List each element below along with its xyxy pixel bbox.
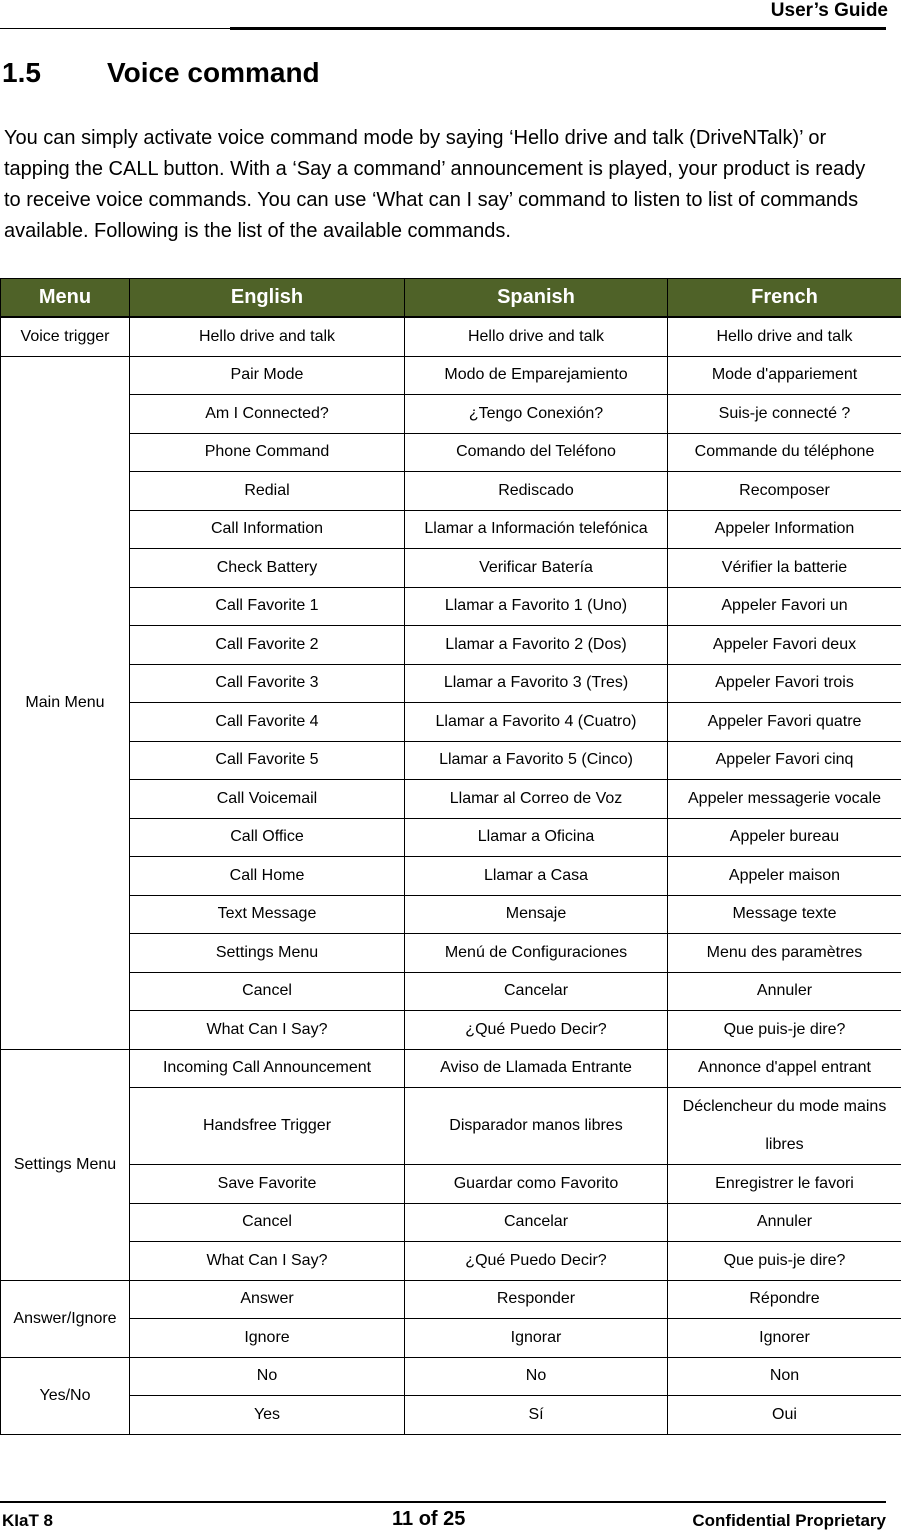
- english-command-cell: Call Home: [130, 857, 405, 896]
- english-command-cell: Call Favorite 4: [130, 703, 405, 742]
- french-command-cell: Appeler Favori quatre: [668, 703, 901, 742]
- spanish-command-cell: Llamar a Casa: [405, 857, 668, 896]
- table-row: [1, 1049, 901, 1088]
- english-command-cell: Call Information: [130, 510, 405, 549]
- french-command-cell: Recomposer: [668, 472, 901, 511]
- table-row: [1, 1357, 901, 1396]
- french-command-cell: Appeler bureau: [668, 818, 901, 857]
- spanish-command-cell: Llamar a Favorito 5 (Cinco): [405, 741, 668, 780]
- table-row: [1, 780, 901, 819]
- menu-cell: Voice trigger: [1, 317, 130, 356]
- english-command-cell: Incoming Call Announcement: [130, 1049, 405, 1088]
- spanish-command-cell: Hello drive and talk: [405, 317, 668, 356]
- english-command-cell: Hello drive and talk: [130, 317, 405, 356]
- french-command-cell: Appeler maison: [668, 857, 901, 896]
- spanish-command-cell: ¿Tengo Conexión?: [405, 395, 668, 434]
- table-row: [1, 1319, 901, 1358]
- table-row: [1, 1280, 901, 1319]
- table-row: [1, 1396, 901, 1435]
- spanish-command-cell: Verificar Batería: [405, 549, 668, 588]
- english-command-cell: Save Favorite: [130, 1165, 405, 1204]
- table-row: [1, 626, 901, 665]
- table-row: [1, 510, 901, 549]
- french-command-cell: Que puis-je dire?: [668, 1011, 901, 1050]
- spanish-command-cell: Sí: [405, 1396, 668, 1435]
- footer-product: KIaT 8: [2, 1511, 54, 1530]
- english-command-cell: Call Voicemail: [130, 780, 405, 819]
- spanish-command-cell: ¿Qué Puedo Decir?: [405, 1011, 668, 1050]
- table-row: [1, 857, 901, 896]
- french-command-cell: Appeler messagerie vocale: [668, 780, 901, 819]
- table-row: [1, 1088, 901, 1165]
- table-row: [1, 433, 901, 472]
- section-title: Voice command: [107, 57, 320, 88]
- section-number: 1.5: [2, 57, 41, 88]
- french-command-cell: Annuler: [668, 1203, 901, 1242]
- table-row: [1, 395, 901, 434]
- spanish-command-cell: Aviso de Llamada Entrante: [405, 1049, 668, 1088]
- spanish-command-cell: Llamar a Favorito 4 (Cuatro): [405, 703, 668, 742]
- french-command-cell: Oui: [668, 1396, 901, 1435]
- english-command-cell: Handsfree Trigger: [130, 1088, 405, 1165]
- spanish-command-cell: Llamar a Favorito 1 (Uno): [405, 587, 668, 626]
- menu-cell: Main Menu: [1, 356, 130, 1049]
- french-command-cell: Non: [668, 1357, 901, 1396]
- french-command-cell: Que puis-je dire?: [668, 1242, 901, 1281]
- header-menu: Menu: [1, 279, 130, 318]
- french-command-cell: Mode d'appariement: [668, 356, 901, 395]
- spanish-command-cell: Rediscado: [405, 472, 668, 511]
- spanish-command-cell: No: [405, 1357, 668, 1396]
- english-command-cell: Call Office: [130, 818, 405, 857]
- header-spanish: Spanish: [405, 279, 668, 318]
- table-row: [1, 895, 901, 934]
- spanish-command-cell: Responder: [405, 1280, 668, 1319]
- french-command-cell: Appeler Favori un: [668, 587, 901, 626]
- english-command-cell: Ignore: [130, 1319, 405, 1358]
- spanish-command-cell: Llamar al Correo de Voz: [405, 780, 668, 819]
- table-body: [1, 317, 901, 1434]
- spanish-command-cell: ¿Qué Puedo Decir?: [405, 1242, 668, 1281]
- header-rule-thick: [230, 27, 886, 30]
- french-command-cell: Appeler Favori cinq: [668, 741, 901, 780]
- spanish-command-cell: Llamar a Información telefónica: [405, 510, 668, 549]
- menu-cell: Settings Menu: [1, 1049, 130, 1280]
- header-french: French: [668, 279, 901, 318]
- english-command-cell: Call Favorite 1: [130, 587, 405, 626]
- french-command-cell: Suis-je connecté ?: [668, 395, 901, 434]
- english-command-cell: Redial: [130, 472, 405, 511]
- table-row: [1, 703, 901, 742]
- french-command-cell: Appeler Favori trois: [668, 664, 901, 703]
- spanish-command-cell: Cancelar: [405, 1203, 668, 1242]
- spanish-command-cell: Llamar a Oficina: [405, 818, 668, 857]
- english-command-cell: No: [130, 1357, 405, 1396]
- english-command-cell: Call Favorite 2: [130, 626, 405, 665]
- french-command-cell: Déclencheur du mode mains libres: [668, 1088, 901, 1165]
- english-command-cell: Call Favorite 5: [130, 741, 405, 780]
- header-title: User’s Guide: [770, 0, 888, 21]
- french-command-cell: Message texte: [668, 895, 901, 934]
- table-row: [1, 818, 901, 857]
- intro-paragraph: You can simply activate voice command mode by saying ‘Hello drive and talk (DriveNTalk)’ or tapping the CALL button. With a ‘Say a command’ announcement is played, your product is ready to receive voice commands. You can use ‘What can I say’ command to listen to list of commands available. Following is the list of the available commands.: [4, 127, 866, 242]
- menu-cell: Yes/No: [1, 1357, 130, 1434]
- french-command-cell: Commande du téléphone: [668, 433, 901, 472]
- english-command-cell: What Can I Say?: [130, 1242, 405, 1281]
- french-command-cell: Menu des paramètres: [668, 934, 901, 973]
- english-command-cell: Answer: [130, 1280, 405, 1319]
- table-row: [1, 317, 901, 356]
- spanish-command-cell: Ignorar: [405, 1319, 668, 1358]
- french-command-cell: Enregistrer le favori: [668, 1165, 901, 1204]
- french-command-cell: Appeler Information: [668, 510, 901, 549]
- french-command-cell: Ignorer: [668, 1319, 901, 1358]
- spanish-command-cell: Disparador manos libres: [405, 1088, 668, 1165]
- french-command-cell: Vérifier la batterie: [668, 549, 901, 588]
- english-command-cell: Yes: [130, 1396, 405, 1435]
- table-row: [1, 1165, 901, 1204]
- table-row: [1, 972, 901, 1011]
- spanish-command-cell: Menú de Configuraciones: [405, 934, 668, 973]
- english-command-cell: Cancel: [130, 972, 405, 1011]
- header-rule-thin: [0, 28, 230, 29]
- table-row: [1, 741, 901, 780]
- table-row: [1, 549, 901, 588]
- table-row: [1, 356, 901, 395]
- table-row: [1, 587, 901, 626]
- footer-rule: [0, 1501, 886, 1503]
- spanish-command-cell: Llamar a Favorito 3 (Tres): [405, 664, 668, 703]
- spanish-command-cell: Cancelar: [405, 972, 668, 1011]
- english-command-cell: Cancel: [130, 1203, 405, 1242]
- french-command-cell: Annonce d'appel entrant: [668, 1049, 901, 1088]
- spanish-command-cell: Llamar a Favorito 2 (Dos): [405, 626, 668, 665]
- spanish-command-cell: Modo de Emparejamiento: [405, 356, 668, 395]
- english-command-cell: Am I Connected?: [130, 395, 405, 434]
- spanish-command-cell: Mensaje: [405, 895, 668, 934]
- english-command-cell: Phone Command: [130, 433, 405, 472]
- english-command-cell: What Can I Say?: [130, 1011, 405, 1050]
- english-command-cell: Call Favorite 3: [130, 664, 405, 703]
- english-command-cell: Text Message: [130, 895, 405, 934]
- menu-cell: Answer/Ignore: [1, 1280, 130, 1357]
- table-row: [1, 934, 901, 973]
- section-heading: [2, 57, 320, 89]
- french-command-cell: Appeler Favori deux: [668, 626, 901, 665]
- footer-page-number: 11 of 25: [392, 1508, 466, 1530]
- table-row: [1, 1242, 901, 1281]
- footer-confidential: Confidential Proprietary: [692, 1511, 886, 1530]
- header-english: English: [130, 279, 405, 318]
- english-command-cell: Check Battery: [130, 549, 405, 588]
- french-command-cell: Annuler: [668, 972, 901, 1011]
- table-row: [1, 664, 901, 703]
- table-header-row: [1, 279, 901, 318]
- voice-command-table: [0, 278, 901, 1435]
- french-command-cell: Répondre: [668, 1280, 901, 1319]
- spanish-command-cell: Comando del Teléfono: [405, 433, 668, 472]
- spanish-command-cell: Guardar como Favorito: [405, 1165, 668, 1204]
- english-command-cell: Pair Mode: [130, 356, 405, 395]
- table-row: [1, 1011, 901, 1050]
- english-command-cell: Settings Menu: [130, 934, 405, 973]
- table-row: [1, 472, 901, 511]
- french-command-cell: Hello drive and talk: [668, 317, 901, 356]
- table-row: [1, 1203, 901, 1242]
